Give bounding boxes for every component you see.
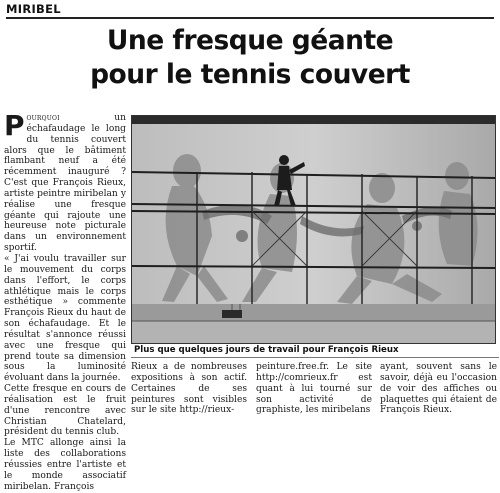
article-column-3 bbox=[256, 362, 372, 416]
article-paragraph-3: Cette fresque en cours de réalisation est le fruit d'une rencontre avec Christian Chatelard, président du tennis club. bbox=[4, 384, 126, 438]
article-column-left bbox=[4, 109, 126, 493]
article-paragraph-1 bbox=[4, 109, 126, 254]
photo-caption: Plus que quelques jours de travail pour François Rieux bbox=[131, 344, 499, 358]
mural-photo-image bbox=[132, 116, 495, 343]
headline-line-2: pour le tennis couvert bbox=[90, 59, 410, 90]
mural-photo bbox=[131, 115, 496, 344]
column-2-text: Rieux a de nombreuses expositions à son actif. Certaines de ses peintures sont visibles sur le site http://rieux- bbox=[131, 362, 247, 416]
article-paragraph-2: « J'ai voulu travailler sur le mouvement du corps dans l'effort, le corps athlétique mais le corps esthétique » commente François Rieux du haut de son échafaudage. Et le résultat s'annonce réussi avec une fresque qui prend toute sa dimension sous la luminosité évoluant dans la journée. bbox=[4, 253, 126, 384]
section-rule bbox=[6, 17, 494, 19]
lead-word: ourquoi bbox=[26, 113, 60, 123]
column-3-text: peinture.free.fr. Le site http://comrieux.fr est quant à lui tourné sur son activité de graphiste, les miribelans bbox=[256, 362, 372, 416]
section-label: MIRIBEL bbox=[6, 2, 61, 16]
column-4-text: ayant, souvent sans le savoir, déjà eu l'occasion de voir des affiches ou plaquettes qui étaient de François Rieux. bbox=[380, 362, 497, 416]
paragraph-1-text: un échafaudage le long du tennis couvert alors que le bâtiment flambant neuf a été récemment inauguré ? C'est que François Rieux, artiste peintre miribelan y réalise une fresque géante qui rajoute une heureuse note picturale dans un environnement sportif. bbox=[4, 113, 126, 254]
headline bbox=[40, 24, 460, 92]
headline-line-1: Une fresque géante bbox=[106, 25, 394, 56]
drop-cap: P bbox=[4, 109, 25, 142]
article-paragraph-4: Le MTC allonge ainsi la liste des collaborations réussies entre l'artiste et le monde associatif miribelan. François bbox=[4, 438, 126, 492]
article-column-2 bbox=[131, 362, 247, 416]
article-column-4 bbox=[380, 362, 497, 416]
